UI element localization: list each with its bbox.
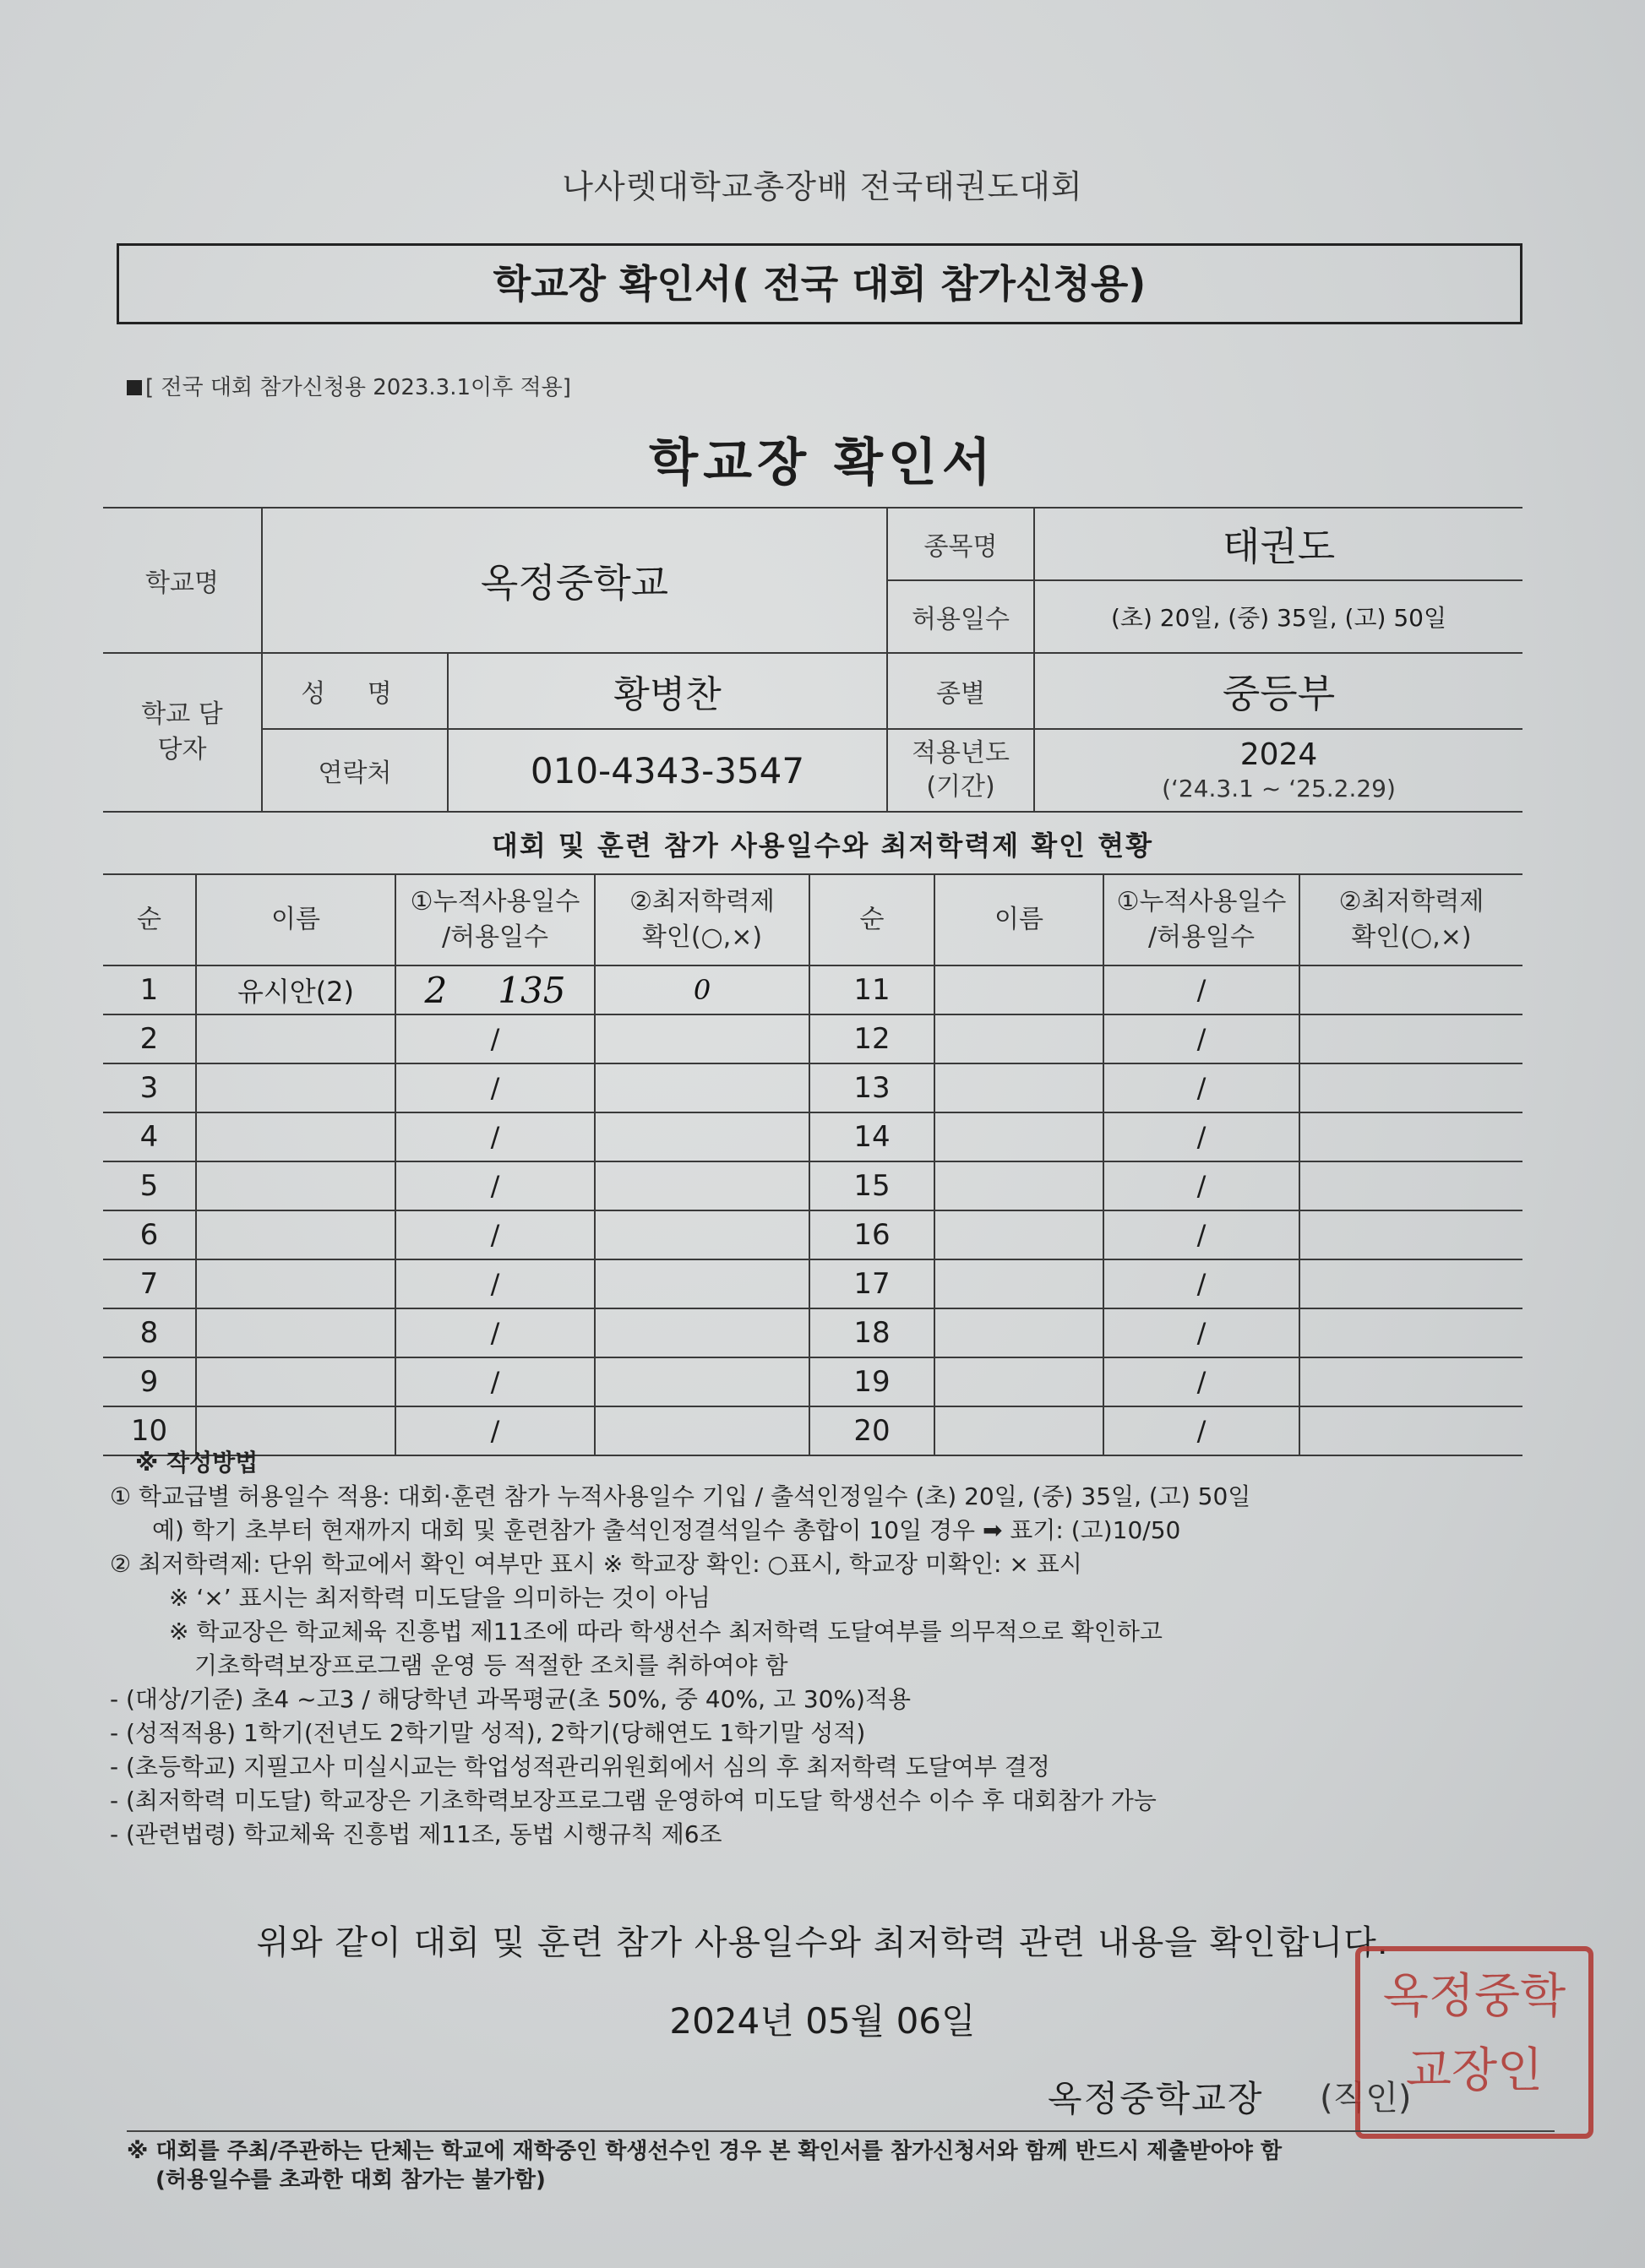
instruction-item-2: ② 최저학력제: 단위 학교에서 확인 여부만 표시 ※ 학교장 확인: ○표시, 학교장 미확인: × 표시 [110,1550,1082,1578]
row-days-right: / [1103,1357,1299,1406]
row-no-right: 18 [809,1308,934,1357]
contact-group-label: 학교 담당자 [103,653,262,812]
row-name-right [934,1259,1103,1308]
row-no-right: 16 [809,1210,934,1259]
athlete-roster-table [103,873,1522,1456]
row-name-right [934,1161,1103,1210]
header-days-right [1103,874,1299,965]
school-info-table [103,507,1522,813]
row-days: / [395,1112,595,1161]
footnote-divider [127,2130,1555,2132]
instruction-item-1: ① 학교급별 허용일수 적용: 대회·훈련 참가 누적사용일수 기입 / 출석인정일수 (초) 20일, (중) 35일, (고) 50일 [110,1482,1251,1510]
principal-name: 옥정중학교장 [1048,2078,1264,2119]
roster-header-row [103,874,1522,965]
row-name [196,1014,395,1063]
row-check [595,1357,809,1406]
instructions-heading: ※ 작성방법 [135,1449,259,1477]
row-name [196,1063,395,1112]
header-check-right [1299,874,1522,965]
row-no: 10 [103,1406,196,1455]
seal-label: (직인) [1320,2079,1412,2118]
row-check [595,1259,809,1308]
row-no: 7 [103,1259,196,1308]
table-row [103,1014,1522,1063]
row-days-right: / [1103,1014,1299,1063]
header-name-right: 이름 [934,874,1103,965]
applicable-year-label: 적용년도 (기간) [887,729,1034,812]
row-days [395,965,595,1014]
row-check-right [1299,1112,1522,1161]
row-days: / [395,1357,595,1406]
division-value: 중등부 [1034,653,1522,729]
header-name: 이름 [196,874,395,965]
row-name-right [934,1308,1103,1357]
header-check-right-line1: ②최저학력제 [1338,887,1484,916]
application-note-text: [ 전국 대회 참가신청용 2023.3.1이후 적용] [145,375,571,400]
header-no-right: 순 [809,874,934,965]
used-days: 2 [424,969,448,1011]
school-name-label: 학교명 [103,508,262,653]
school-name-value: 옥정중학교 [262,508,887,653]
row-check [595,1063,809,1112]
row-check [595,1014,809,1063]
table-row [103,965,1522,1014]
row-no-right: 14 [809,1112,934,1161]
row-no-right: 15 [809,1161,934,1210]
table-row [103,1308,1522,1357]
header-days-right-line1: ①누적사용일수 [1116,887,1287,916]
row-days-right: / [1103,1308,1299,1357]
row-check-right [1299,1161,1522,1210]
row-days: / [395,1210,595,1259]
instruction-dash-4: - (최저학력 미도달) 학교장은 기초학력보장프로그램 운영하여 미도달 학생선수 이수 후 대회참가 가능 [110,1787,1157,1814]
row-no: 6 [103,1210,196,1259]
row-check [595,1161,809,1210]
instructions [110,1446,1546,1852]
row-days: / [395,1406,595,1455]
header-no: 순 [103,874,196,965]
header-check-right-line2: 확인(○,×) [1351,922,1472,952]
row-check-right [1299,1210,1522,1259]
instruction-dash-2: - (성적적용) 1학기(전년도 2학기말 성적), 2학기(당해연도 1학기말 성적) [110,1719,866,1747]
row-no-right: 12 [809,1014,934,1063]
instruction-dash-3: - (초등학교) 지필고사 미실시교는 학업성적관리위원회에서 심의 후 최저학력 도달여부 결정 [110,1753,1050,1781]
confirmation-date: 2024년 05월 06일 [669,2000,976,2042]
header-days-line1: ①누적사용일수 [410,887,580,916]
row-no-right: 17 [809,1259,934,1308]
applicable-year-cell [1034,729,1522,812]
contact-name-label: 성 명 [262,653,448,729]
contact-phone-value: 010-4343-3547 [448,729,887,812]
table-row [103,1210,1522,1259]
row-days-right: / [1103,1063,1299,1112]
row-days-right: / [1103,1406,1299,1455]
instruction-dash-1: - (대상/기준) 초4 ~고3 / 해당학년 과목평균(초 50%, 중 40%, 고 30%)적용 [110,1685,912,1713]
header-days [395,874,595,965]
row-name-right [934,965,1103,1014]
footnote-line-2: (허용일수를 초과한 대회 참가는 불가함) [155,2167,546,2193]
allowed-days-label: 허용일수 [887,580,1034,653]
row-name-right [934,1210,1103,1259]
row-days-right: / [1103,965,1299,1014]
row-check-right [1299,1308,1522,1357]
row-no-right: 11 [809,965,934,1014]
row-days-right: / [1103,1112,1299,1161]
instruction-item-2-note-3: 기초학력보장프로그램 운영 등 적절한 조치를 취하여야 함 [194,1651,788,1679]
row-no: 2 [103,1014,196,1063]
table-row [103,1357,1522,1406]
footnote [127,2137,1563,2195]
row-check-right [1299,1259,1522,1308]
table-row [103,1161,1522,1210]
row-check-right [1299,965,1522,1014]
row-no-right: 19 [809,1357,934,1406]
event-title: 나사렛대학교총장배 전국태권도대회 [562,168,1083,205]
row-days: / [395,1308,595,1357]
header-check [595,874,809,965]
instruction-item-2-note-1: ※ ‘×’ 표시는 최저학력 미도달을 의미하는 것이 아님 [169,1584,711,1612]
row-name-right [934,1357,1103,1406]
applicable-year-value: 2024 [1239,737,1318,772]
row-name [196,1259,395,1308]
contact-phone-label: 연락처 [262,729,448,812]
confirmation-statement: 위와 같이 대회 및 훈련 참가 사용일수와 최저학력 관련 내용을 확인합니다. [256,1923,1389,1962]
row-name [196,1357,395,1406]
row-name-right [934,1014,1103,1063]
row-days: / [395,1014,595,1063]
row-check [595,1210,809,1259]
row-name-right [934,1112,1103,1161]
row-days: / [395,1063,595,1112]
footnote-line-1: ※ 대회를 주최/주관하는 단체는 학교에 재학중인 학생선수인 경우 본 확인서를 참가신청서와 함께 반드시 제출받아야 함 [127,2139,1283,2164]
header-check-line1: ②최저학력제 [629,887,775,916]
table-row [103,1112,1522,1161]
division-label: 종별 [887,653,1034,729]
row-days-right: / [1103,1161,1299,1210]
roster-title: 대회 및 훈련 참가 사용일수와 최저학력제 확인 현황 [491,829,1154,862]
row-no: 9 [103,1357,196,1406]
row-no-right: 13 [809,1063,934,1112]
application-note [127,370,571,401]
row-days: / [395,1161,595,1210]
row-no: 5 [103,1161,196,1210]
row-no-right: 20 [809,1406,934,1455]
row-check [595,1112,809,1161]
row-no: 3 [103,1063,196,1112]
contact-name-value: 황병찬 [448,653,887,729]
row-check: 0 [595,965,809,1014]
row-check [595,1308,809,1357]
event-value: 태권도 [1034,508,1522,580]
row-name-right [934,1063,1103,1112]
instruction-item-1-example: 예) 학기 초부터 현재까지 대회 및 훈련참가 출석인정결석일수 총합이 10일 경우 ➡ 표기: (고)10/50 [152,1516,1181,1544]
header-days-line2: /허용일수 [441,922,549,952]
row-name [196,1308,395,1357]
table-row [103,1259,1522,1308]
header-check-line2: 확인(○,×) [641,922,763,952]
row-name [196,1112,395,1161]
row-days-right: / [1103,1210,1299,1259]
row-no: 8 [103,1308,196,1357]
form-title-box: 학교장 확인서( 전국 대회 참가신청용) [117,243,1522,324]
row-days: / [395,1259,595,1308]
row-check-right [1299,1063,1522,1112]
table-row [103,1063,1522,1112]
row-no: 4 [103,1112,196,1161]
event-label: 종목명 [887,508,1034,580]
page-title: 학교장 확인서 [649,433,996,492]
row-check-right [1299,1014,1522,1063]
row-check-right [1299,1357,1522,1406]
applicable-period-value: (‘24.3.1 ~ ‘25.2.29) [1162,775,1396,802]
allowed-days-value: (초) 20일, (중) 35일, (고) 50일 [1034,580,1522,653]
row-name [196,1210,395,1259]
row-name: 유시안(2) [196,965,395,1014]
row-no: 1 [103,965,196,1014]
square-bullet-icon [127,380,142,395]
official-seal-stamp: 옥정중학 교장인 [1355,1946,1593,2139]
header-days-right-line2: /허용일수 [1147,922,1256,952]
allowed-days: 135 [498,969,566,1011]
instruction-dash-5: - (관련법령) 학교체육 진흥법 제11조, 동법 시행규칙 제6조 [110,1820,722,1848]
row-days-right: / [1103,1259,1299,1308]
row-name [196,1161,395,1210]
instruction-item-2-note-2: ※ 학교장은 학교체육 진흥법 제11조에 따라 학생선수 최저학력 도달여부를 의무적으로 확인하고 [169,1618,1163,1645]
